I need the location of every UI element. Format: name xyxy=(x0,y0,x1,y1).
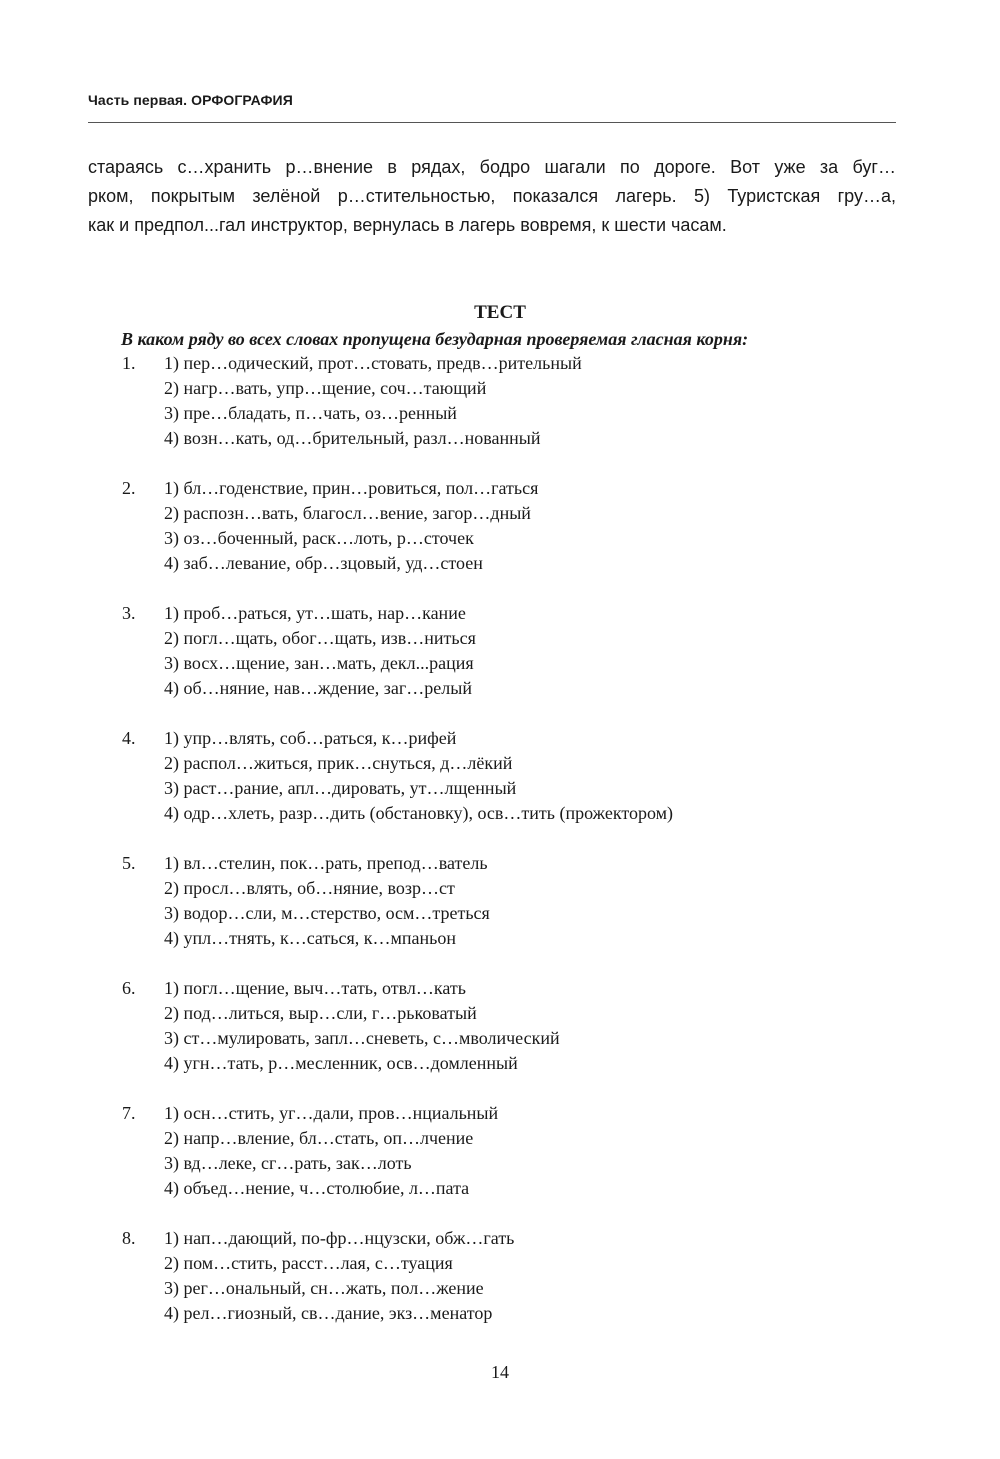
answer-option: 3) рег…ональный, сн…жать, пол…жение xyxy=(164,1278,484,1298)
answer-option: 4) об…няние, нав…ждение, заг…релый xyxy=(164,678,472,698)
answer-option: 4) упл…тнять, к…саться, к…мпаньон xyxy=(164,928,457,948)
answer-option: 4) заб…левание, обр…зцовый, уд…стоен xyxy=(164,553,483,573)
question-item xyxy=(0,601,1000,726)
answer-option: 4) рел…гиозный, св…дание, экз…менатор xyxy=(164,1303,493,1323)
test-question: В каком ряду во всех словах пропущена безударная проверяемая гласная корня: xyxy=(121,329,749,349)
question-item xyxy=(0,1101,1000,1226)
answer-options xyxy=(164,976,560,1076)
question-number: 8. xyxy=(122,1228,136,1248)
question-number: 3. xyxy=(122,603,136,623)
question-item xyxy=(0,1226,1000,1351)
answer-option: 1) нап…дающий, по-фр…нцузски, обж…гать xyxy=(164,1228,515,1248)
answer-option: 3) ст…мулировать, запл…сневеть, с…мволический xyxy=(164,1028,560,1048)
question-item xyxy=(0,851,1000,976)
question-number: 7. xyxy=(122,1103,136,1123)
question-number: 1. xyxy=(122,353,136,373)
question-item xyxy=(0,726,1000,851)
answer-option: 2) распозн…вать, благосл…вение, загор…дный xyxy=(164,503,531,523)
intro-line: рком, покрытым зелёной р…стительностью, показался лагерь. 5) Туристская гру…а, xyxy=(88,186,896,206)
running-header: Часть первая. ОРФОГРАФИЯ xyxy=(88,92,293,108)
intro-paragraph xyxy=(88,153,896,240)
answer-option: 3) оз…боченный, раск…лоть, р…сточек xyxy=(164,528,474,548)
answer-options xyxy=(164,476,538,576)
answer-option: 1) вл…стелин, пок…рать, препод…ватель xyxy=(164,853,488,873)
answer-option: 1) погл…щение, выч…тать, отвл…кать xyxy=(164,978,466,998)
answer-option: 2) нагр…вать, упр…щение, соч…тающий xyxy=(164,378,487,398)
answer-option: 2) распол…житься, прик…снуться, д…лёкий xyxy=(164,753,513,773)
question-number: 2. xyxy=(122,478,136,498)
question-item xyxy=(0,476,1000,601)
answer-option: 2) пом…стить, расст…лая, с…туация xyxy=(164,1253,453,1273)
answer-option: 1) пер…одический, прот…стовать, предв…рительный xyxy=(164,353,582,373)
question-number: 6. xyxy=(122,978,136,998)
question-number: 5. xyxy=(122,853,136,873)
answer-options xyxy=(164,601,476,701)
answer-option: 1) бл…годенствие, прин…ровиться, пол…гаться xyxy=(164,478,539,498)
answer-option: 1) осн…стить, уг…дали, пров…нциальный xyxy=(164,1103,499,1123)
intro-line: стараясь с…хранить р…внение в рядах, бодро шагали по дороге. Вот уже за буг… xyxy=(88,157,896,177)
answer-option: 3) раст…рание, апл…дировать, ут…лщенный xyxy=(164,778,517,798)
answer-option: 2) под…литься, выр…сли, г…рьковатый xyxy=(164,1003,477,1023)
answer-options xyxy=(164,1101,498,1201)
answer-options xyxy=(164,726,673,826)
answer-option: 3) водор…сли, м…стерство, осм…треться xyxy=(164,903,490,923)
question-item xyxy=(0,976,1000,1101)
answer-option: 4) угн…тать, р…месленник, осв…домленный xyxy=(164,1053,518,1073)
question-number: 4. xyxy=(122,728,136,748)
answer-options xyxy=(164,1226,514,1326)
answer-option: 3) вд…леке, сг…рать, зак…лоть xyxy=(164,1153,412,1173)
header-rule xyxy=(88,122,896,123)
test-title: ТЕСТ xyxy=(474,302,526,323)
answer-option: 1) проб…раться, ут…шать, нар…кание xyxy=(164,603,466,623)
answer-option: 4) одр…хлеть, разр…дить (обстановку), осв…тить (прожектором) xyxy=(164,803,674,823)
answer-option: 4) объед…нение, ч…столюбие, л…пата xyxy=(164,1178,470,1198)
answer-option: 2) просл…влять, об…няние, возр…ст xyxy=(164,878,455,898)
page-number: 14 xyxy=(491,1362,509,1382)
answer-option: 4) возн…кать, од…брительный, разл…нованный xyxy=(164,428,541,448)
question-item xyxy=(0,351,1000,476)
question-list xyxy=(0,351,1000,1351)
answer-option: 1) упр…влять, соб…раться, к…рифей xyxy=(164,728,457,748)
answer-option: 3) восх…щение, зан…мать, декл...рация xyxy=(164,653,474,673)
answer-options xyxy=(164,851,490,951)
answer-option: 2) погл…щать, обог…щать, изв…ниться xyxy=(164,628,476,648)
answer-option: 2) напр…вление, бл…стать, оп…лчение xyxy=(164,1128,474,1148)
answer-options xyxy=(164,351,582,451)
intro-line: как и предпол...гал инструктор, вернулась в лагерь вовремя, к шести часам. xyxy=(88,215,727,235)
answer-option: 3) пре…бладать, п…чать, оз…ренный xyxy=(164,403,457,423)
